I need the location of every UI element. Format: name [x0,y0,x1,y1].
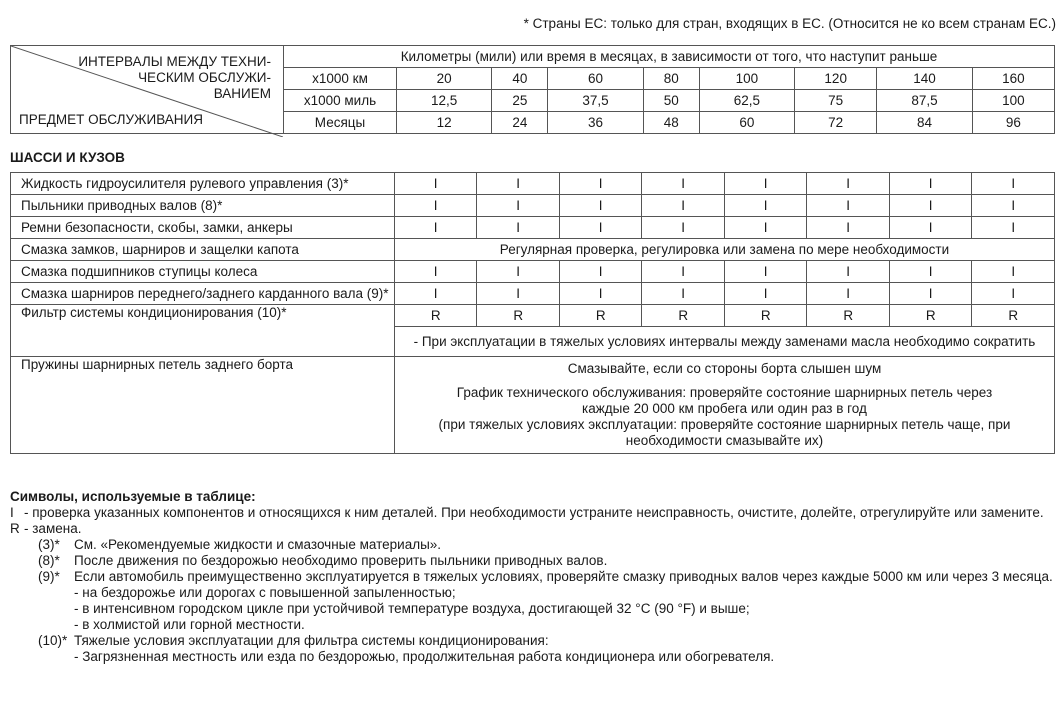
item-name: Смазка шарниров переднего/заднего карданного вала (9)* [11,283,395,305]
footnote [10,553,1055,569]
item-cell: R [477,305,560,327]
item-cell: I [889,217,972,239]
item-cell: I [642,261,725,283]
unit-label: x1000 км [284,68,397,90]
item-cell: I [394,173,477,195]
footnote-text: См. «Рекомендуемые жидкости и смазочные материалы». [74,537,442,552]
item-note-line: Смазывайте, если со стороны борта слышен шум [567,361,882,376]
item-cell: I [477,283,560,305]
footnote-text: После движения по бездорожью необходимо проверить пыльники приводных валов. [74,553,608,568]
legend-symbol-row [10,521,1055,537]
item-cell: I [477,195,560,217]
interval-value: 36 [548,112,643,134]
eu-note: * Страны ЕС: только для стран, входящих в ЕС. (Относится не ко всем странам ЕС.) [523,16,1056,31]
item-cell: I [972,217,1055,239]
item-cell: I [559,261,642,283]
interval-value: 62,5 [699,90,794,112]
item-cell: I [642,283,725,305]
interval-value: 37,5 [548,90,643,112]
footnote [10,633,1055,649]
legend-description: - проверка указанных компонентов и относящихся к ним деталей. При необходимости устраните неисправность, очистите, долейте, отрегулируйте или замените. [24,505,1044,520]
interval-value: 60 [699,112,794,134]
item-note-line: График технического обслуживания: проверяйте состояние шарнирных петель через каждые 20 000 км пробега или один раз в год [456,385,993,416]
table-row [11,217,1055,239]
table-row [11,283,1055,305]
interval-value: 48 [643,112,699,134]
item-cell: R [889,305,972,327]
item-note: - При эксплуатации в тяжелых условиях интервалы между заменами масла необходимо сократить [394,327,1054,357]
item-name: Жидкость гидроусилителя рулевого управления (3)* [11,173,395,195]
intervals-label [78,54,271,102]
interval-header-table [10,45,1055,134]
interval-caption: Километры (мили) или время в месяцах, в зависимости от того, что наступит раньше [284,46,1055,68]
item-cell: I [477,261,560,283]
item-cell: I [477,173,560,195]
item-cell: I [724,195,807,217]
item-name: Фильтр системы кондиционирования (10)* [11,305,395,357]
interval-value: 50 [643,90,699,112]
item-cell: I [972,195,1055,217]
item-name: Пружины шарнирных петель заднего борта [11,357,395,454]
item-cell: I [972,283,1055,305]
interval-value: 72 [795,112,877,134]
item-name: Пыльники приводных валов (8)* [11,195,395,217]
item-cell: I [724,283,807,305]
legend-symbol: R [10,521,20,536]
interval-value: 140 [877,68,972,90]
item-cell: I [807,261,890,283]
condition-item: - на бездорожье или дорогах с повышенной запыленностью; [74,585,456,600]
item-cell: I [724,173,807,195]
item-cell: I [559,173,642,195]
intervals-label-line: ВАНИЕМ [213,86,271,101]
interval-value: 12 [397,112,492,134]
interval-value: 75 [795,90,877,112]
interval-value: 96 [972,112,1054,134]
unit-label: Месяцы [284,112,397,134]
symbols-legend [10,489,1055,665]
item-cell: I [394,195,477,217]
item-cell: I [477,217,560,239]
item-cell: I [972,173,1055,195]
table-row [11,305,1055,327]
item-cell: I [807,283,890,305]
item-cell: I [642,173,725,195]
item-notes [394,357,1054,454]
item-cell: I [807,173,890,195]
condition-item: - в холмистой или горной местности. [74,617,305,632]
item-cell: I [559,283,642,305]
table-row [11,357,1055,454]
item-cell: I [394,217,477,239]
subject-label: ПРЕДМЕТ ОБСЛУЖИВАНИЯ [19,112,203,127]
table-row [11,261,1055,283]
item-cell: I [807,217,890,239]
intervals-label-line: ИНТЕРВАЛЫ МЕЖДУ ТЕХНИ- [78,54,271,69]
footnote [10,569,1055,585]
interval-value: 160 [972,68,1054,90]
footnote [10,537,1055,553]
item-cell: I [972,261,1055,283]
footnote-ref: (9)* [38,569,60,584]
unit-label: x1000 миль [284,90,397,112]
interval-value: 25 [492,90,548,112]
item-cell: I [394,261,477,283]
item-cell: I [642,217,725,239]
item-cell: I [724,217,807,239]
item-cell: I [889,261,972,283]
interval-value: 80 [643,68,699,90]
item-cell: I [889,283,972,305]
item-name: Смазка замков, шарниров и защелки капота [11,239,395,261]
item-cell: R [972,305,1055,327]
item-cell: I [724,261,807,283]
item-name: Ремни безопасности, скобы, замки, анкеры [11,217,395,239]
interval-value: 60 [548,68,643,90]
footnote-ref: (3)* [38,537,60,552]
table-row [11,173,1055,195]
diagonal-header-cell [11,46,284,134]
item-cell: I [889,173,972,195]
interval-value: 100 [699,68,794,90]
table-row [11,239,1055,261]
intervals-label-line: ЧЕСКИМ ОБСЛУЖИ- [138,70,271,85]
footnote-ref: (10)* [38,633,68,648]
table-row [11,195,1055,217]
condition-item: - Загрязненная местность или езда по бездорожью, продолжительная работа кондиционера или обогревателя. [74,649,775,664]
item-cell: I [807,195,890,217]
footnote-ref: (8)* [38,553,60,568]
maintenance-items-table [10,172,1055,454]
item-name: Смазка подшипников ступицы колеса [11,261,395,283]
interval-value: 120 [795,68,877,90]
item-cell: I [394,283,477,305]
legend-symbol: I [10,505,14,520]
section-title: ШАССИ И КУЗОВ [10,150,125,165]
item-cell: R [807,305,890,327]
interval-value: 100 [972,90,1054,112]
item-cell: I [559,217,642,239]
condition-item: - в интенсивном городском цикле при устойчивой температуре воздуха, достигающей 32 °C (90 °F) и выше; [74,601,750,616]
item-span-note: Регулярная проверка, регулировка или замена по мере необходимости [394,239,1054,261]
interval-value: 87,5 [877,90,972,112]
interval-value: 24 [492,112,548,134]
legend-description: - замена. [24,521,82,536]
interval-value: 12,5 [397,90,492,112]
item-cell: R [724,305,807,327]
interval-value: 40 [492,68,548,90]
interval-value: 84 [877,112,972,134]
item-cell: R [559,305,642,327]
legend-symbol-row [10,505,1055,521]
footnote-text: Если автомобиль преимущественно эксплуатируется в тяжелых условиях, проверяйте смазку приводных валов через каждые 5000 км или через 3 месяца. [74,569,1053,584]
item-note-line: (при тяжелых условиях эксплуатации: проверяйте состояние шарнирных петель чаще, при необходимости смазывайте их) [438,417,1011,448]
interval-value: 20 [397,68,492,90]
item-cell: I [559,195,642,217]
legend-title: Символы, используемые в таблице: [10,489,256,504]
item-cell: I [889,195,972,217]
footnote-text: Тяжелые условия эксплуатации для фильтра системы кондиционирования: [74,633,549,648]
item-cell: I [642,195,725,217]
item-cell: R [394,305,477,327]
item-cell: R [642,305,725,327]
